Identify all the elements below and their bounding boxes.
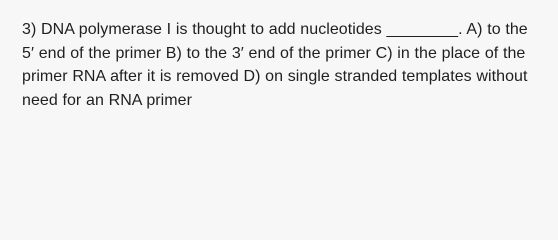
question-text: 3) DNA polymerase I is thought to add nucleotides ________. A) to the 5′ end of the primer B) to the 3′ end of the primer C) in the place of the primer RNA after it is removed D) on single stranded templates without need for an RNA primer xyxy=(22,21,528,109)
